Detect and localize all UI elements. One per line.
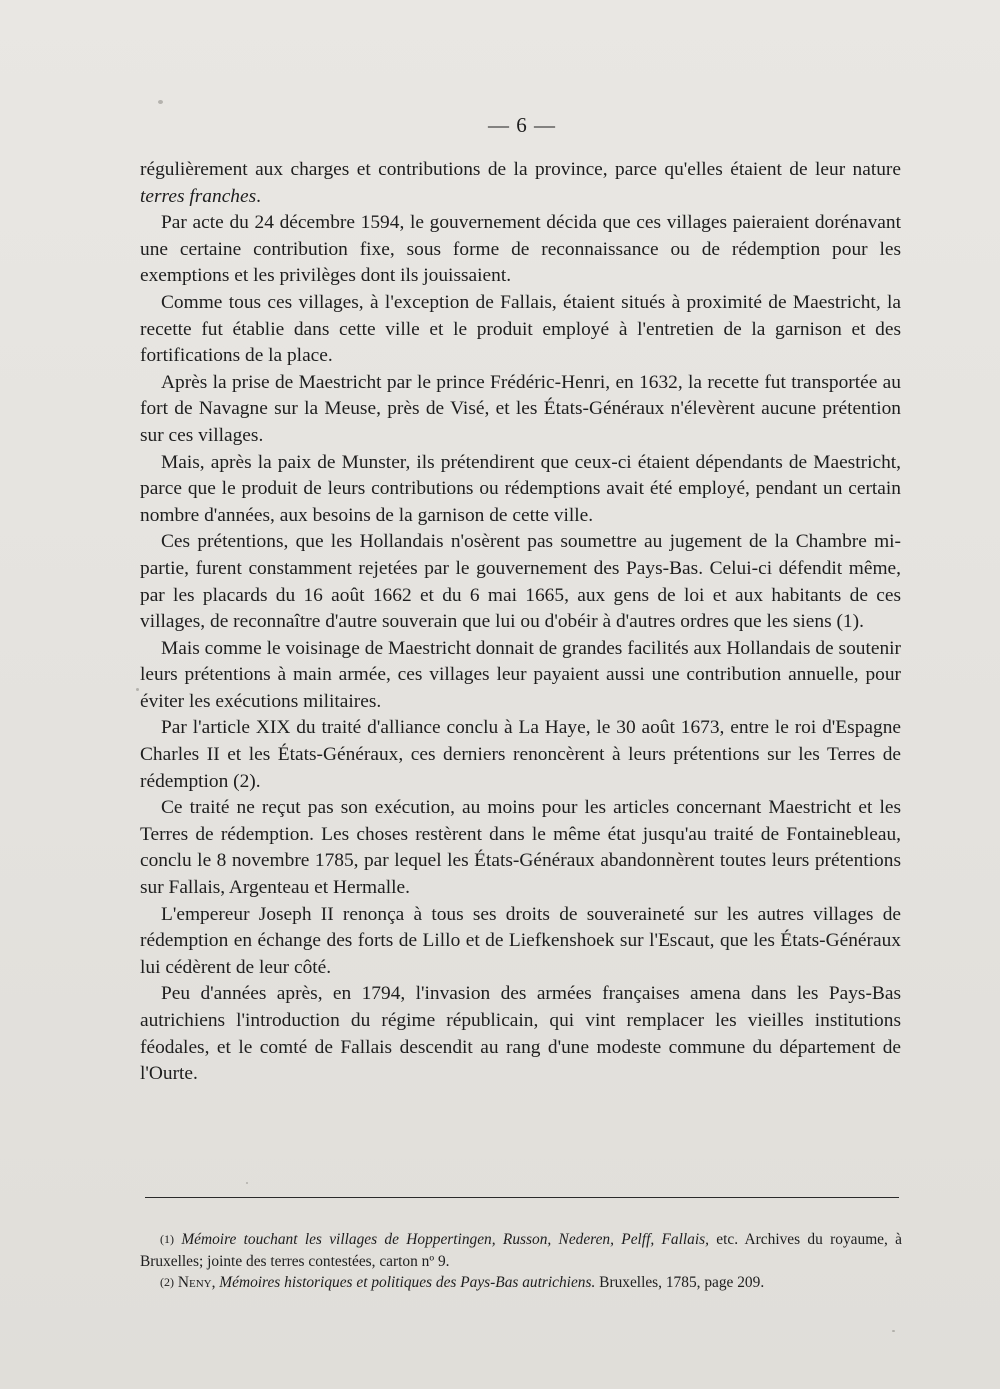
footnote-2-text: Bruxelles, 1785, page 209. xyxy=(595,1274,765,1291)
footnote-1 xyxy=(140,1229,902,1272)
paragraph-1 xyxy=(140,157,901,210)
paper-speck xyxy=(892,1330,895,1332)
paragraph-6: Ces prétentions, que les Hollandais n'osèrent pas soumettre au jugement de la Chambre mi-partie, furent constamment rejetées par le gouvernement des Pays-Bas. Celui-ci défendit même, par les placards du 16 août 1662 et du 6 mai 1665, aux gens de loi et aux habitants de ces villages, de reconnaître d'autre souverain que lui ou d'obéir à d'autres ordres que les siens (1). xyxy=(140,531,901,633)
footnote-2-author: Neny, xyxy=(177,1274,216,1291)
paper-speck xyxy=(246,1182,248,1184)
page-number: — 6 — xyxy=(488,113,556,137)
footnote-2 xyxy=(140,1272,902,1294)
paragraph-7: Mais comme le voisinage de Maestricht donnait de grandes facilités aux Hollandais de soutenir leurs prétentions à main armée, ces villages leur payaient aussi une contribution annuelle, pour éviter les exécutions militaires. xyxy=(140,637,901,712)
paragraph-5: Mais, après la paix de Munster, ils prétendirent que ceux-ci étaient dépendants de Maestricht, parce que le produit de leurs contributions ou rédemptions avait été employé, pendant un certain nombre d'années, aux besoins de la garnison de cette ville. xyxy=(140,451,901,526)
footnote-1-mark: (1) xyxy=(160,1232,174,1246)
paragraph-8: Par l'article XIX du traité d'alliance conclu à La Haye, le 30 août 1673, entre le roi d'Espagne Charles II et les États-Généraux, ces derniers renoncèrent à leurs prétentions sur les Terres de rédemption (2). xyxy=(140,717,901,792)
paragraph-4: Après la prise de Maestricht par le prince Frédéric-Henri, en 1632, la recette fut transportée au fort de Navagne sur la Meuse, près de Visé, et les États-Généraux n'élevèrent aucune prétention sur ces villages. xyxy=(140,371,901,446)
footnote-divider xyxy=(145,1197,899,1198)
footnote-2-mark: (2) xyxy=(160,1275,174,1289)
paragraph-10: L'empereur Joseph II renonça à tous ses droits de souveraineté sur les autres villages de rédemption en échange des forts de Lillo et de Liefkenshoek sur l'Escaut, que les États-Généraux lui cédèrent de leur côté. xyxy=(140,903,901,978)
paragraph-1-text: régulièrement aux charges et contributions de la province, parce qu'elles étaient de leur nature xyxy=(140,159,901,180)
paper-speck xyxy=(136,688,139,691)
paragraph-2: Par acte du 24 décembre 1594, le gouvernement décida que ces villages paieraient dorénavant une certaine contribution fixe, sous forme de reconnaissance ou de rédemption pour les exemptions et les privilèges dont ils jouissaient. xyxy=(140,212,901,287)
footnote-2-title: Mémoires historiques et politiques des Pays-Bas autrichiens. xyxy=(219,1274,596,1291)
paragraph-11: Peu d'années après, en 1794, l'invasion des armées françaises amena dans les Pays-Bas autrichiens l'introduction du régime républicain, qui vint remplacer les vieilles institutions féodales, et le comté de Fallais descendit au rang d'une modeste commune du département de l'Ourte. xyxy=(140,983,901,1085)
footnotes xyxy=(140,1229,902,1294)
paragraph-3: Comme tous ces villages, à l'exception de Fallais, étaient situés à proximité de Maestricht, la recette fut établie dans cette ville et le produit employé à l'entretien de la garnison et des fortifications de la place. xyxy=(140,291,901,367)
paragraph-9: Ce traité ne reçut pas son exécution, au moins pour les articles concernant Maestricht et les Terres de rédemption. Les choses restèrent dans le même état jusqu'au traité de Fontainebleau, conclu le 8 novembre 1785, par lequel les États-Généraux abandonnèrent toutes leurs prétentions sur Fallais, Argenteau et Hermalle. xyxy=(140,797,901,899)
paragraph-1-end: . xyxy=(256,185,262,207)
footnote-1-text: etc. Archives du royaume, à Bruxelles; jointe des terres contestées, carton nº 9. xyxy=(140,1231,902,1270)
footnote-1-title: Mémoire touchant les villages de Hoppertingen, Russon, Nederen, Pelff, Fallais, xyxy=(181,1231,709,1248)
paper-speck xyxy=(158,100,163,104)
body-text xyxy=(140,157,901,1088)
paragraph-1-italic: terres franches xyxy=(140,185,257,207)
